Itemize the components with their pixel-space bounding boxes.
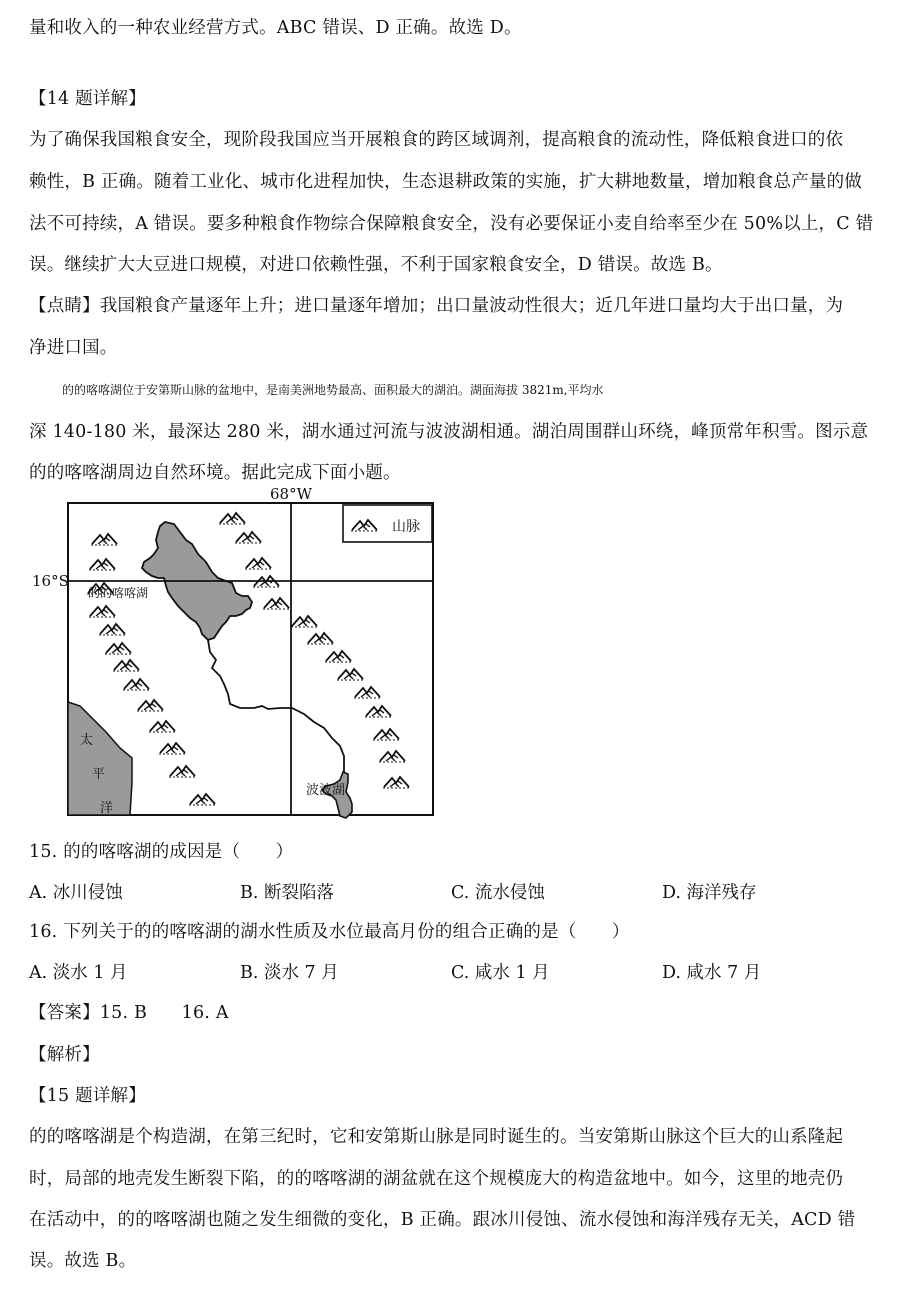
analysis-heading: 【解析】 (29, 1045, 100, 1065)
section-heading-14: 【14 题详解】 (29, 89, 146, 109)
ocean-label-char: 平 (92, 767, 106, 782)
paragraph-line: 为了确保我国粮食安全，现阶段我国应当开展粮食的跨区域调剂，提高粮食的流动性，降低粮食进口的依 (29, 130, 844, 150)
titicaca-map (32, 482, 450, 827)
paragraph-line: 误。故选 B。 (29, 1251, 137, 1271)
option-c: C. 流水侵蚀 (451, 883, 545, 903)
option-b: B. 淡水 7 月 (240, 963, 339, 983)
ocean-label-char: 太 (80, 733, 94, 748)
longitude-label: 68°W (270, 485, 313, 503)
lake-poopo-label: 波波湖 (306, 783, 346, 798)
dianjing-line: 【点睛】我国粮食产量逐年上升；进口量逐年增加；出口量波动性很大；近几年进口量均大于出口量，为 (29, 296, 844, 316)
lake-titicaca-label: 的的喀喀湖 (88, 586, 149, 600)
paragraph-line: 误。继续扩大大豆进口规模，对进口依赖性强，不利于国家粮食安全，D 错误。故选 B。 (29, 255, 723, 275)
option-d: D. 海洋残存 (662, 883, 757, 903)
option-b: B. 断裂陷落 (240, 883, 334, 903)
section-heading-15: 【15 题详解】 (29, 1086, 146, 1106)
option-a: A. 淡水 1 月 (29, 963, 128, 983)
dianjing-line: 净进口国。 (29, 338, 118, 358)
paragraph-line: 赖性，B 正确。随着工业化、城市化进程加快，生态退耕政策的实施，扩大耕地数量，增加粮食总产量的做 (29, 172, 863, 192)
intro-line: 的的喀喀湖位于安第斯山脉的盆地中，是南美洲地势最高、面积最大的湖泊。湖面海拔 3821m,平均水 (62, 383, 604, 397)
paragraph-line: 的的喀喀湖是个构造湖，在第三纪时，它和安第斯山脉是同时诞生的。当安第斯山脉这个巨大的山系隆起 (29, 1127, 844, 1147)
paragraph-line: 法不可持续，A 错误。要多种粮食作物综合保障粮食安全，没有必要保证小麦自给率至少在 50%以上，C 错 (29, 214, 874, 234)
ocean-label-char: 洋 (100, 801, 114, 816)
latitude-label: 16°S (32, 572, 69, 590)
option-d: D. 咸水 7 月 (662, 963, 762, 983)
question-stem: 15. 的的喀喀湖的成因是（ ） (29, 842, 294, 862)
paragraph-line: 时，局部的地壳发生断裂下陷，的的喀喀湖的湖盆就在这个规模庞大的构造盆地中。如今，这里的地壳仍 (29, 1169, 844, 1189)
intro-line: 的的喀喀湖周边自然环境。据此完成下面小题。 (29, 463, 401, 483)
option-a: A. 冰川侵蚀 (29, 883, 123, 903)
question-stem: 16. 下列关于的的喀喀湖的湖水性质及水位最高月份的组合正确的是（ ） (29, 922, 630, 942)
option-c: C. 咸水 1 月 (451, 963, 550, 983)
legend-label: 山脉 (392, 519, 420, 535)
paragraph-line: 量和收入的一种农业经营方式。ABC 错误、D 正确。故选 D。 (29, 18, 522, 38)
intro-line: 深 140-180 米，最深达 280 米，湖水通过河流与波波湖相通。湖泊周围群山环绕，峰顶常年积雪。图示意 (29, 422, 869, 442)
answer-line: 【答案】15. B 16. A (29, 1003, 229, 1023)
paragraph-line: 在活动中，的的喀喀湖也随之发生细微的变化，B 正确。跟冰川侵蚀、流水侵蚀和海洋残存无关，ACD 错 (29, 1210, 856, 1230)
